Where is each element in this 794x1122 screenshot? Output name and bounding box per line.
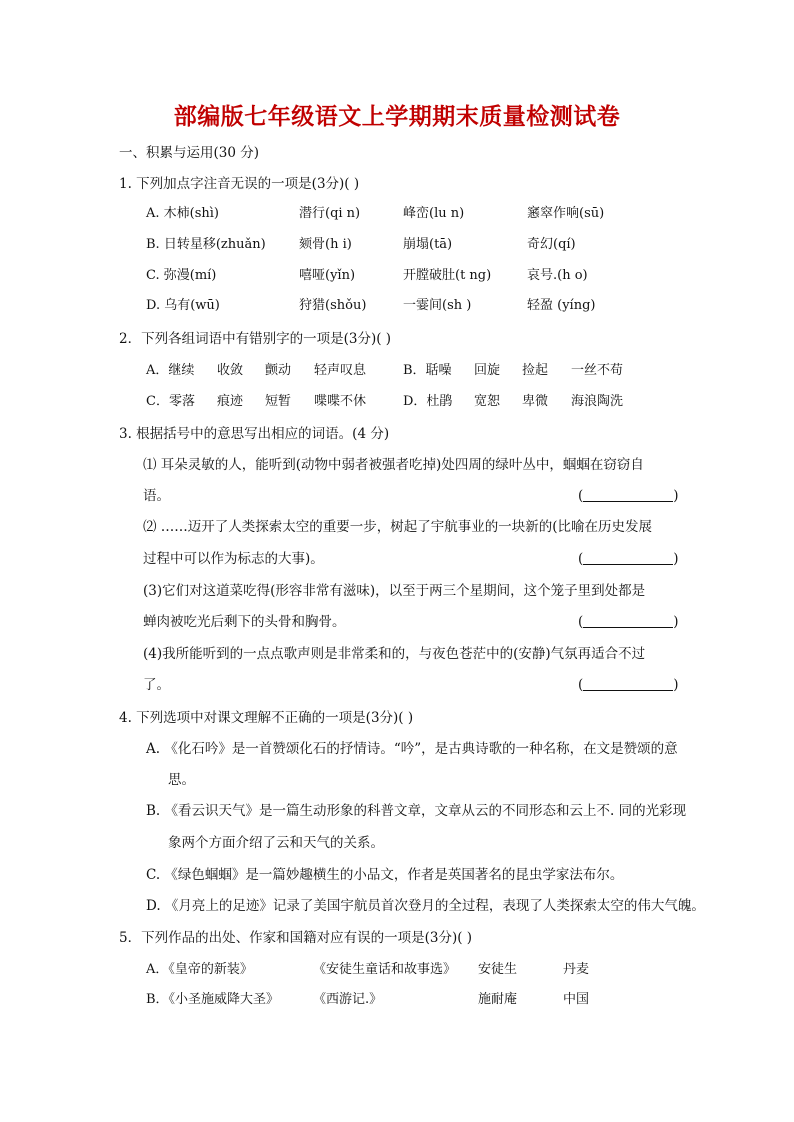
blank-close-paren: ) (673, 551, 679, 567)
q1-option-c-3: 开膛破肚(t ng) (403, 268, 492, 283)
q4-option-b-line2: 象两个方面介绍了云和天气的关系。 (168, 835, 384, 851)
q1-option-c-1: C. 弥漫(mí) (146, 268, 217, 283)
q2-word: 喋喋不休 (314, 394, 367, 409)
blank-close-paren: ) (673, 677, 679, 693)
q2-word: 颤动 (265, 363, 292, 378)
q2-word: C．零落 (146, 394, 195, 409)
q3-item-4-line1: (4)我所能听到的一点点歌声则是非常柔和的，与夜色苍茫中的(安静)气氛再适合不过 (143, 646, 646, 662)
blank-underline (583, 550, 673, 565)
q3-item-1-line2: 语。 (143, 488, 170, 504)
q2-word: B．聒噪 (403, 363, 452, 378)
q3-item-3-line2: 蝉肉被吃光后剩下的头骨和胸骨。 (143, 614, 346, 630)
q1-option-a-1: A. 木柿(shì) (146, 206, 219, 221)
blank-underline (583, 676, 673, 691)
q5-option-b-work: B．《小圣施威降大圣》 (146, 992, 280, 1007)
section-heading: 一、积累与运用(30 分) (119, 145, 260, 161)
q3-item-4-line2: 了。 (143, 677, 170, 693)
q1-option-a-3: 峰峦(lu n) (403, 206, 465, 221)
q2-word: 一丝不苟 (571, 363, 624, 378)
blank-close-paren: ) (673, 614, 679, 630)
q2-word: 痕迹 (217, 394, 244, 409)
q2-word: 宽恕 (474, 394, 501, 409)
q5-option-b-author: 施耐庵 (478, 992, 518, 1007)
blank-open-paren: ( (578, 551, 584, 567)
q3-item-2-line2: 过程中可以作为标志的大事)。 (143, 551, 324, 567)
q2-word: 回旋 (474, 363, 501, 378)
q1-option-b-2: 颏骨(h i) (299, 237, 352, 252)
q5-option-a-work: A．《皇帝的新装》 (146, 962, 253, 977)
q1-option-a-2: 潜行(qi n) (299, 206, 361, 221)
question-3-stem: 3. 根据括号中的意思写出相应的词语。(4 分) (119, 426, 390, 442)
q1-option-d-1: D. 乌有(wū) (146, 298, 220, 313)
q2-word: 捡起 (522, 363, 549, 378)
q3-answer-blank-2[interactable] (578, 550, 679, 568)
q1-option-b-4: 奇幻(qí) (527, 237, 576, 252)
q2-word: 卑微 (522, 394, 549, 409)
q5-option-a-author: 安徒生 (478, 962, 518, 977)
question-4-stem: 4. 下列选项中对课文理解不正确的一项是(3分)( ) (119, 710, 414, 726)
page-title: 部编版七年级语文上学期期末质量检测试卷 (173, 104, 621, 130)
q5-option-b-country: 中国 (563, 992, 590, 1007)
blank-open-paren: ( (578, 614, 584, 630)
blank-underline (583, 487, 673, 502)
q2-word: 短暂 (265, 394, 292, 409)
q3-answer-blank-1[interactable] (578, 487, 679, 505)
q2-word: 轻声叹息 (314, 363, 367, 378)
q2-word: 海浪陶洗 (571, 394, 624, 409)
q3-answer-blank-4[interactable] (578, 676, 679, 694)
q4-option-c: C. 《绿色蝈蝈》是一篇妙趣横生的小品文，作者是英国著名的昆虫学家法布尔。 (146, 867, 624, 883)
q3-item-1-line1: ⑴ 耳朵灵敏的人，能听到(动物中弱者被强者吃掉)处四周的绿叶丛中，蝈蝈在窃窃自 (143, 457, 644, 473)
q4-option-b-line1: B. 《看云识天气》是一篇生动形象的科普文章，文章从云的不同形态和云上不. 同的光彩现 (146, 803, 687, 819)
q3-item-2-line1: ⑵ ……迈开了人类探索太空的重要一步，树起了宇航事业的一块新的(比喻在历史发展 (143, 519, 653, 535)
q3-answer-blank-3[interactable] (578, 613, 679, 631)
q1-option-d-2: 狩猎(shǒu) (299, 298, 367, 313)
q1-option-c-4: 哀号.(h o) (527, 268, 588, 283)
q2-word: A．继续 (146, 363, 195, 378)
q2-word: 收敛 (217, 363, 244, 378)
q5-option-b-source: 《西游记.》 (313, 992, 383, 1007)
q1-option-d-4: 轻盈 (yíng) (527, 298, 596, 313)
question-1-stem: 1. 下列加点字注音无误的一项是(3分)( ) (119, 176, 360, 192)
question-5-stem: 5．下列作品的出处、作家和国籍对应有误的一项是(3分)( ) (119, 930, 473, 946)
q1-option-b-3: 崩塌(tā) (403, 237, 453, 252)
q4-option-d: D. 《月亮上的足迹》记录了美国宇航员首次登月的全过程，表现了人类探索太空的伟大气魄。 (146, 898, 705, 914)
q5-option-a-country: 丹麦 (563, 962, 590, 977)
q3-item-3-line1: (3)它们对这道菜吃得(形容非常有滋味)，以至于两三个星期间，这个笼子里到处都是 (143, 583, 646, 599)
blank-open-paren: ( (578, 677, 584, 693)
q4-option-a-line1: A. 《化石吟》是一首赞颂化石的抒情诗。“吟”，是古典诗歌的一种名称，在文是赞颂的意 (146, 741, 678, 757)
question-2-stem: 2．下列各组词语中有错别字的一项是(3分)( ) (119, 331, 392, 347)
blank-open-paren: ( (578, 488, 584, 504)
blank-underline (583, 613, 673, 628)
q1-option-d-3: 一霎间(sh ) (403, 298, 472, 313)
q1-option-a-4: 窸窣作响(sū) (527, 206, 605, 221)
q2-word: D．杜鹃 (403, 394, 453, 409)
q5-option-a-source: 《安徒生童话和故事选》 (313, 962, 457, 977)
q4-option-a-line2: 思。 (168, 772, 195, 788)
q1-option-c-2: 嘻哑(yǐn) (299, 268, 356, 283)
q1-option-b-1: B. 日转星移(zhuǎn) (146, 237, 266, 252)
blank-close-paren: ) (673, 488, 679, 504)
